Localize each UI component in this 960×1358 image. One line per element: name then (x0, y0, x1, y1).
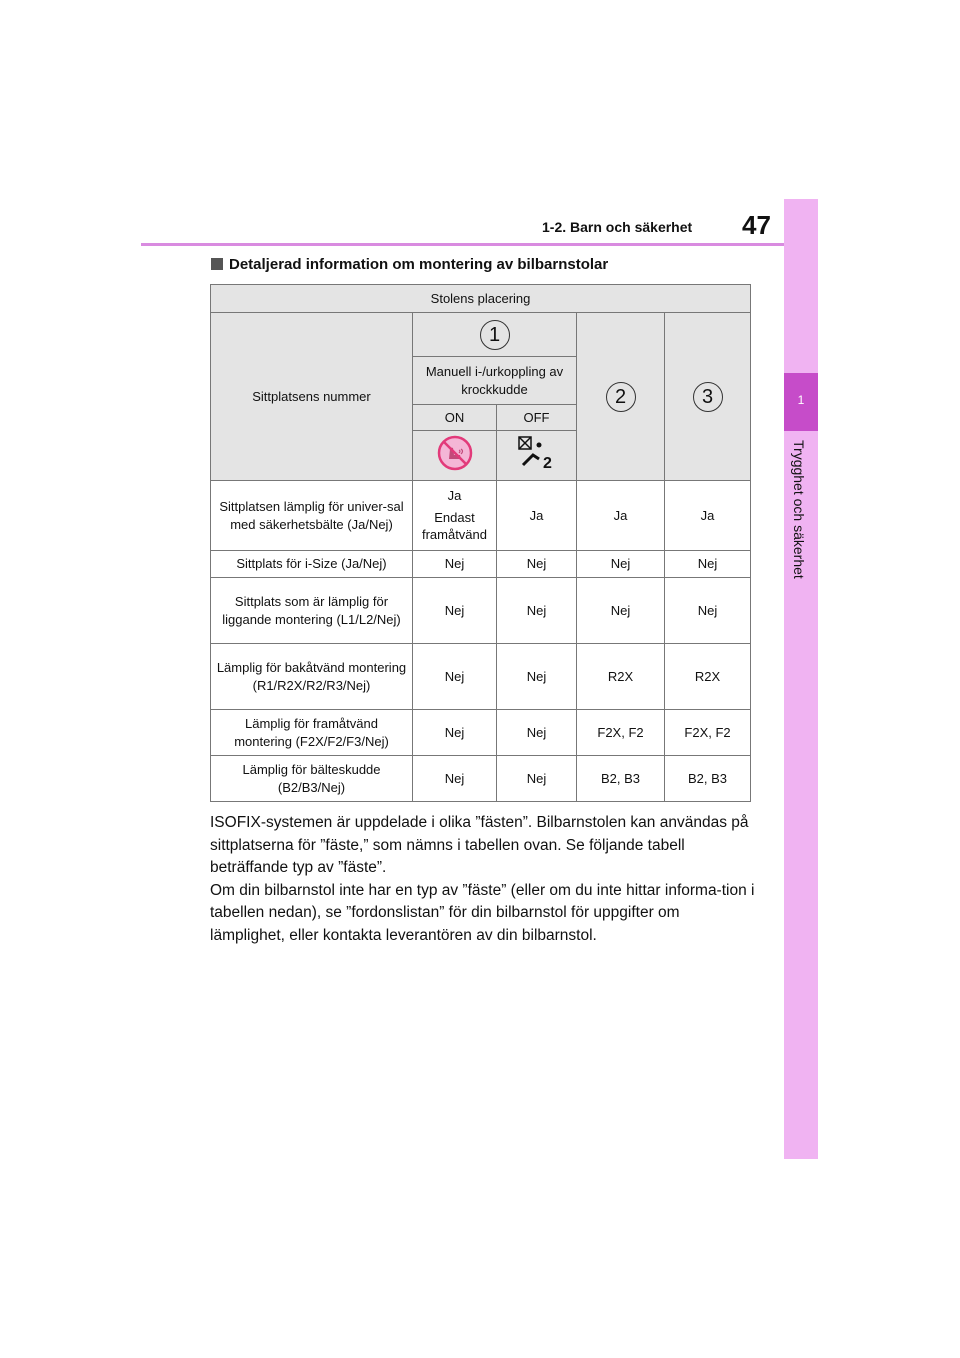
airbag-disabled-child-seat-icon (437, 435, 473, 476)
chapter-label: Trygghet och säkerhet (791, 440, 807, 579)
row-on-value: Nej (413, 710, 497, 756)
svg-text:2: 2 (542, 455, 552, 472)
row-label: Lämplig för bakåtvänd montering (R1/R2X/R2/R3/Nej) (211, 644, 413, 710)
row-label: Sittplatsen lämplig för univer-sal med säkerhetsbälte (Ja/Nej) (211, 481, 413, 551)
row-seat3-value: F2X, F2 (665, 710, 751, 756)
row-on-value: Nej (413, 644, 497, 710)
row-seat2-value: F2X, F2 (577, 710, 665, 756)
page-number: 47 (742, 210, 771, 240)
row-off-value: Nej (497, 756, 577, 802)
row-seat2-value: R2X (577, 644, 665, 710)
square-bullet-icon (211, 258, 223, 270)
seat-number-3: 3 (665, 313, 751, 481)
row-label: Sittplats som är lämplig för liggande montering (L1/L2/Nej) (211, 578, 413, 644)
row-label: Lämplig för framåtvänd montering (F2X/F2/F3/Nej) (211, 710, 413, 756)
chapter-number: 1 (797, 393, 805, 407)
body-paragraph: ISOFIX-systemen är uppdelade i olika ”fästen”. Bilbarnstolen kan användas på sittplatserna för ”fäste,” som nämns i tabellen ovan. Se följande tabell beträffande typ av ”fäste”. (210, 814, 749, 876)
off-label: OFF (497, 405, 577, 431)
row-seat2-value: Ja (577, 481, 665, 551)
row-off-value: Nej (497, 578, 577, 644)
seat-number-label: Sittplatsens nummer (211, 313, 413, 481)
section-heading (211, 256, 608, 273)
row-seat2-value: Nej (577, 551, 665, 578)
row-seat3-value: B2, B3 (665, 756, 751, 802)
row-seat3-value: R2X (665, 644, 751, 710)
row-seat3-value: Nej (665, 551, 751, 578)
on-label: ON (413, 405, 497, 431)
seat-number-1: 1 (413, 313, 577, 357)
section-heading-text: Detaljerad information om montering av bilbarnstolar (229, 256, 609, 273)
header-rule (141, 243, 784, 246)
child-seat-table (210, 284, 751, 802)
airbag-off-icon-cell (497, 431, 577, 481)
row-seat3-value: Ja (665, 481, 751, 551)
body-text (210, 812, 755, 947)
row-seat2-value: Nej (577, 578, 665, 644)
chapter-side-tab (784, 199, 818, 1159)
seat-number-2: 2 (577, 313, 665, 481)
passenger-airbag-off-icon (515, 435, 559, 476)
row-label: Sittplats för i-Size (Ja/Nej) (211, 551, 413, 578)
airbag-on-icon-cell (413, 431, 497, 481)
row-off-value: Nej (497, 551, 577, 578)
row-off-value: Nej (497, 710, 577, 756)
row-on-value: Nej (413, 756, 497, 802)
row-on-value: Nej (413, 551, 497, 578)
row-off-value: Nej (497, 644, 577, 710)
row-on-value: Ja Endast framåtvänd (413, 481, 497, 551)
row-label: Lämplig för bälteskudde (B2/B3/Nej) (211, 756, 413, 802)
row-off-value: Ja (497, 481, 577, 551)
position-header: Stolens placering (211, 285, 751, 313)
airbag-switch-label: Manuell i-/urkoppling av krockkudde (413, 357, 577, 405)
body-paragraph: Om din bilbarnstol inte har en typ av ”fäste” (eller om du inte hittar informa-tion i tabellen nedan), se ”fordonslistan” för din bilbarnstol för uppgifter om lämplighet, eller kontakta leverantören av din bilbarnstol. (210, 881, 755, 944)
section-title: 1-2. Barn och säkerhet (542, 219, 693, 235)
row-seat3-value: Nej (665, 578, 751, 644)
row-on-value: Nej (413, 578, 497, 644)
row-seat2-value: B2, B3 (577, 756, 665, 802)
